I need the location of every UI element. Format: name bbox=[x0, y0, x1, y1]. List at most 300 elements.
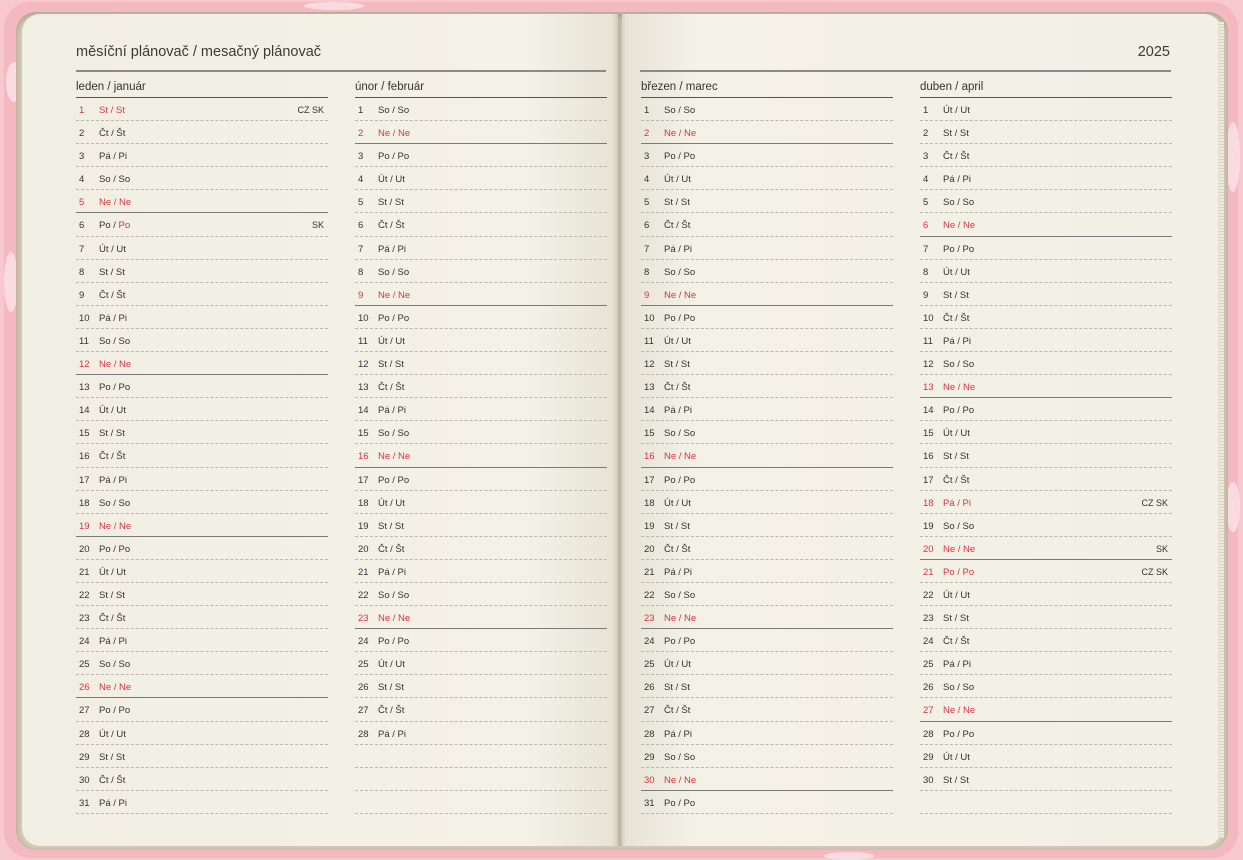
day-number: 20 bbox=[79, 543, 90, 555]
header-rule-left bbox=[76, 70, 606, 72]
day-row[interactable] bbox=[76, 421, 328, 444]
weekday-label: Út / Ut bbox=[664, 659, 691, 671]
day-number: 21 bbox=[923, 566, 934, 578]
day-row[interactable] bbox=[641, 167, 893, 190]
day-row[interactable] bbox=[641, 190, 893, 213]
day-number: 9 bbox=[923, 289, 929, 301]
day-number: 15 bbox=[644, 428, 655, 440]
day-row[interactable] bbox=[76, 260, 328, 283]
day-number: 3 bbox=[79, 151, 85, 163]
day-row[interactable] bbox=[355, 560, 607, 583]
day-row[interactable] bbox=[76, 768, 328, 791]
day-number: 31 bbox=[644, 797, 655, 809]
day-row[interactable] bbox=[920, 791, 1172, 814]
day-number: 16 bbox=[644, 451, 655, 463]
day-row[interactable] bbox=[355, 468, 607, 491]
day-number: 24 bbox=[358, 636, 369, 648]
month-name: březen / marec bbox=[641, 81, 718, 93]
day-number: 13 bbox=[923, 382, 934, 394]
weekday-label: So / So bbox=[943, 359, 975, 371]
day-row[interactable] bbox=[641, 514, 893, 537]
day-number: 15 bbox=[358, 428, 369, 440]
day-number: 19 bbox=[923, 520, 934, 532]
day-row[interactable] bbox=[76, 352, 328, 375]
day-row[interactable] bbox=[920, 652, 1172, 675]
day-row[interactable] bbox=[920, 491, 1172, 514]
day-number: 14 bbox=[644, 405, 655, 417]
day-number: 27 bbox=[923, 705, 934, 717]
day-row[interactable] bbox=[76, 537, 328, 560]
day-number: 31 bbox=[79, 797, 90, 809]
day-number: 3 bbox=[358, 151, 364, 163]
weekday-label: Pá / Pi bbox=[99, 636, 127, 648]
day-row[interactable] bbox=[355, 167, 607, 190]
day-number: 5 bbox=[79, 197, 85, 209]
day-row[interactable] bbox=[76, 213, 328, 236]
day-row[interactable] bbox=[920, 560, 1172, 583]
day-row[interactable] bbox=[641, 398, 893, 421]
weekday-label: So / So bbox=[99, 335, 131, 347]
day-row[interactable] bbox=[920, 606, 1172, 629]
day-number: 6 bbox=[79, 220, 85, 232]
weekday-label: Čt / Št bbox=[378, 220, 405, 232]
day-row[interactable] bbox=[641, 98, 893, 121]
day-number: 4 bbox=[79, 174, 85, 186]
weekday-label: Ne / Ne bbox=[99, 197, 132, 209]
weekday-label: So / So bbox=[99, 497, 131, 509]
weekday-label: St / St bbox=[943, 451, 969, 463]
day-number: 17 bbox=[923, 474, 934, 486]
weekday-label: So / So bbox=[99, 659, 131, 671]
day-number: 17 bbox=[79, 474, 90, 486]
day-number: 1 bbox=[79, 105, 85, 116]
day-row[interactable] bbox=[76, 167, 328, 190]
day-number: 26 bbox=[644, 682, 655, 694]
day-number: 26 bbox=[923, 682, 934, 694]
day-row[interactable] bbox=[920, 98, 1172, 121]
day-number: 18 bbox=[358, 497, 369, 509]
day-number: 2 bbox=[644, 128, 650, 140]
day-row[interactable] bbox=[355, 537, 607, 560]
day-number: 23 bbox=[79, 613, 90, 625]
weekday-label: Po / Po bbox=[99, 543, 131, 555]
day-row[interactable] bbox=[920, 352, 1172, 375]
day-number: 25 bbox=[923, 659, 934, 671]
weekday-label: Po / Po bbox=[378, 636, 410, 648]
day-row[interactable] bbox=[641, 421, 893, 444]
day-row[interactable] bbox=[355, 698, 607, 721]
day-row[interactable] bbox=[641, 213, 893, 236]
day-row[interactable] bbox=[355, 375, 607, 398]
weekday-label: St / St bbox=[943, 289, 969, 301]
day-number: 2 bbox=[358, 128, 364, 140]
day-number: 10 bbox=[79, 312, 90, 324]
day-row[interactable] bbox=[641, 237, 893, 260]
day-number: 30 bbox=[644, 774, 655, 786]
weekday-label: So / So bbox=[664, 428, 696, 440]
day-row[interactable] bbox=[920, 398, 1172, 421]
day-number: 1 bbox=[644, 105, 650, 116]
day-row[interactable] bbox=[355, 306, 607, 329]
day-row[interactable] bbox=[920, 329, 1172, 352]
day-row[interactable] bbox=[641, 375, 893, 398]
day-row[interactable] bbox=[76, 98, 328, 121]
day-row[interactable] bbox=[920, 121, 1172, 144]
weekday-label: Ne / Ne bbox=[99, 682, 132, 694]
day-row[interactable] bbox=[355, 213, 607, 236]
day-row[interactable] bbox=[355, 283, 607, 306]
day-row[interactable] bbox=[641, 675, 893, 698]
weekday-label: St / St bbox=[664, 359, 690, 371]
day-number: 7 bbox=[644, 243, 650, 255]
day-row[interactable] bbox=[76, 491, 328, 514]
weekday-label: Pá / Pi bbox=[664, 405, 692, 417]
day-row[interactable] bbox=[920, 629, 1172, 652]
day-number: 18 bbox=[923, 497, 934, 509]
weekday-label: St / St bbox=[943, 613, 969, 625]
weekday-label: Út / Ut bbox=[378, 335, 405, 347]
day-row[interactable] bbox=[641, 722, 893, 745]
weekday-label: Po / Po bbox=[99, 705, 131, 717]
day-number: 3 bbox=[644, 151, 650, 163]
weekday-label: Pá / Pi bbox=[943, 659, 971, 671]
day-row[interactable] bbox=[76, 514, 328, 537]
day-number: 10 bbox=[644, 312, 655, 324]
weekday-label: St / St bbox=[378, 682, 404, 694]
weekday-label: Pá / Pi bbox=[943, 335, 971, 347]
weekday-label: Út / Ut bbox=[378, 174, 405, 186]
weekday-label: St / St bbox=[943, 128, 969, 140]
weekday-label: So / So bbox=[664, 266, 696, 278]
day-number: 29 bbox=[923, 751, 934, 763]
weekday-label: Ne / Ne bbox=[378, 451, 411, 463]
day-row[interactable] bbox=[920, 468, 1172, 491]
day-number: 23 bbox=[644, 613, 655, 625]
day-number: 12 bbox=[923, 359, 934, 371]
day-row[interactable] bbox=[76, 237, 328, 260]
weekday-label: Út / Ut bbox=[99, 728, 126, 740]
weekday-label: Po / Po bbox=[943, 243, 975, 255]
day-number: 13 bbox=[644, 382, 655, 394]
day-number: 8 bbox=[923, 266, 929, 278]
day-row[interactable] bbox=[641, 144, 893, 167]
day-row[interactable] bbox=[76, 606, 328, 629]
day-number: 8 bbox=[79, 266, 85, 278]
day-number: 22 bbox=[79, 589, 90, 601]
day-row[interactable] bbox=[76, 329, 328, 352]
day-row[interactable] bbox=[355, 629, 607, 652]
weekday-label: Po / Po bbox=[378, 474, 410, 486]
day-row[interactable] bbox=[641, 468, 893, 491]
day-number: 22 bbox=[358, 589, 369, 601]
weekday-label: Út / Ut bbox=[378, 497, 405, 509]
day-row[interactable] bbox=[920, 306, 1172, 329]
weekday-label: St / St bbox=[99, 751, 125, 763]
day-row[interactable] bbox=[76, 791, 328, 814]
day-number: 2 bbox=[923, 128, 929, 140]
day-row[interactable] bbox=[76, 745, 328, 768]
day-number: 9 bbox=[79, 289, 85, 301]
day-row[interactable] bbox=[920, 190, 1172, 213]
day-number: 14 bbox=[358, 405, 369, 417]
day-row[interactable] bbox=[641, 121, 893, 144]
weekday-label: Út / Ut bbox=[378, 659, 405, 671]
weekday-label: Út / Ut bbox=[99, 405, 126, 417]
day-number: 5 bbox=[923, 197, 929, 209]
day-number: 29 bbox=[79, 751, 90, 763]
weekday-label: Út / Ut bbox=[664, 497, 691, 509]
day-number: 11 bbox=[923, 335, 933, 347]
day-row[interactable] bbox=[641, 768, 893, 791]
day-row[interactable] bbox=[641, 652, 893, 675]
day-number: 28 bbox=[923, 728, 934, 740]
day-row[interactable] bbox=[76, 698, 328, 721]
day-row[interactable] bbox=[641, 306, 893, 329]
day-number: 19 bbox=[79, 520, 90, 532]
day-row[interactable] bbox=[76, 675, 328, 698]
weekday-label: Po / Po bbox=[664, 636, 696, 648]
day-row[interactable] bbox=[355, 491, 607, 514]
day-row[interactable] bbox=[641, 260, 893, 283]
day-number: 11 bbox=[644, 335, 654, 347]
day-number: 7 bbox=[358, 243, 364, 255]
day-row[interactable] bbox=[355, 190, 607, 213]
holiday-marker: CZ SK bbox=[297, 105, 324, 115]
day-number: 20 bbox=[923, 543, 934, 555]
day-number: 7 bbox=[923, 243, 929, 255]
weekday-label: Ne / Ne bbox=[378, 613, 411, 625]
day-row[interactable] bbox=[920, 768, 1172, 791]
day-number: 4 bbox=[644, 174, 650, 186]
day-row[interactable] bbox=[641, 698, 893, 721]
weekday-label: Út / Ut bbox=[99, 566, 126, 578]
day-number: 15 bbox=[79, 428, 90, 440]
day-row[interactable] bbox=[641, 537, 893, 560]
weekday-label: Ne / Ne bbox=[664, 451, 697, 463]
day-row[interactable] bbox=[76, 722, 328, 745]
day-row[interactable] bbox=[76, 283, 328, 306]
holiday-marker: SK bbox=[1155, 543, 1168, 554]
day-number: 25 bbox=[79, 659, 90, 671]
day-row[interactable] bbox=[641, 560, 893, 583]
weekday-label: So / So bbox=[99, 174, 131, 186]
weekday-label: Čt / Št bbox=[378, 382, 405, 394]
day-row[interactable] bbox=[76, 444, 328, 467]
day-row[interactable] bbox=[76, 652, 328, 675]
day-row[interactable] bbox=[355, 237, 607, 260]
day-number: 13 bbox=[79, 382, 90, 394]
day-number: 3 bbox=[923, 151, 929, 163]
day-row[interactable] bbox=[641, 444, 893, 467]
day-row[interactable] bbox=[920, 745, 1172, 768]
day-row[interactable] bbox=[76, 306, 328, 329]
day-number: 29 bbox=[644, 751, 655, 763]
day-row[interactable] bbox=[641, 583, 893, 606]
day-number: 22 bbox=[923, 589, 934, 601]
day-number: 1 bbox=[923, 105, 929, 116]
weekday-label: Čt / Št bbox=[943, 636, 970, 648]
day-number: 18 bbox=[79, 497, 90, 509]
weekday-label: Čt / Št bbox=[378, 705, 405, 717]
weekday-label: Ne / Ne bbox=[664, 128, 697, 140]
day-row[interactable] bbox=[355, 260, 607, 283]
day-number: 6 bbox=[358, 220, 364, 232]
day-row[interactable] bbox=[76, 560, 328, 583]
day-row[interactable] bbox=[920, 421, 1172, 444]
weekday-label: So / So bbox=[943, 197, 975, 209]
day-row[interactable] bbox=[920, 444, 1172, 467]
day-number: 10 bbox=[923, 312, 934, 324]
day-row[interactable] bbox=[920, 514, 1172, 537]
weekday-label: Čt / Št bbox=[99, 613, 126, 625]
day-row[interactable] bbox=[355, 652, 607, 675]
weekday-label: St / St bbox=[99, 428, 125, 440]
weekday-label: So / So bbox=[664, 589, 696, 601]
weekday-label: Pá / Pi bbox=[664, 243, 692, 255]
day-number: 27 bbox=[79, 705, 90, 717]
weekday-label: Út / Ut bbox=[99, 243, 126, 255]
day-row[interactable] bbox=[355, 444, 607, 467]
weekday-label: Ne / Ne bbox=[943, 705, 976, 717]
day-row[interactable] bbox=[355, 768, 607, 791]
day-row[interactable] bbox=[355, 352, 607, 375]
weekday-label: Pá / Pi bbox=[943, 174, 971, 186]
day-row[interactable] bbox=[76, 629, 328, 652]
day-row[interactable] bbox=[920, 260, 1172, 283]
day-row[interactable] bbox=[355, 144, 607, 167]
day-row[interactable] bbox=[76, 468, 328, 491]
weekday-label: Čt / Št bbox=[943, 151, 970, 163]
weekday-label: Pá / Pi bbox=[378, 566, 406, 578]
weekday-label: St / St bbox=[664, 682, 690, 694]
day-row[interactable] bbox=[355, 745, 607, 768]
day-row[interactable] bbox=[76, 375, 328, 398]
day-number: 21 bbox=[79, 566, 90, 578]
day-row[interactable] bbox=[76, 144, 328, 167]
day-row[interactable] bbox=[355, 121, 607, 144]
day-row[interactable] bbox=[920, 722, 1172, 745]
day-row[interactable] bbox=[920, 537, 1172, 560]
day-row[interactable] bbox=[920, 283, 1172, 306]
day-number: 25 bbox=[358, 659, 369, 671]
day-number: 30 bbox=[79, 774, 90, 786]
weekday-label: Čt / Št bbox=[943, 474, 970, 486]
weekday-label: Čt / Št bbox=[664, 705, 691, 717]
day-number: 6 bbox=[923, 220, 929, 232]
weekday-label: Čt / Št bbox=[664, 382, 691, 394]
day-row[interactable] bbox=[920, 237, 1172, 260]
day-row[interactable] bbox=[76, 583, 328, 606]
day-row[interactable] bbox=[641, 629, 893, 652]
weekday-label: So / So bbox=[378, 266, 410, 278]
day-row[interactable] bbox=[641, 791, 893, 814]
day-row[interactable] bbox=[355, 514, 607, 537]
weekday-label: Čt / Št bbox=[99, 289, 126, 301]
day-number: 12 bbox=[79, 359, 90, 371]
weekday-label: So / So bbox=[664, 105, 696, 116]
day-number: 23 bbox=[358, 613, 369, 625]
day-number: 5 bbox=[358, 197, 364, 209]
weekday-label: Út / Ut bbox=[943, 428, 970, 440]
day-row[interactable] bbox=[641, 745, 893, 768]
day-row[interactable] bbox=[355, 398, 607, 421]
day-row[interactable] bbox=[355, 98, 607, 121]
weekday-label: St / St bbox=[664, 520, 690, 532]
day-row[interactable] bbox=[355, 329, 607, 352]
day-number: 28 bbox=[358, 728, 369, 740]
day-number: 9 bbox=[358, 289, 364, 301]
day-number: 2 bbox=[79, 128, 85, 140]
weekday-label: St / St bbox=[99, 589, 125, 601]
weekday-label: St / St bbox=[378, 359, 404, 371]
day-number: 4 bbox=[358, 174, 364, 186]
weekday-label: Pá / Pi bbox=[664, 728, 692, 740]
day-number: 4 bbox=[923, 174, 929, 186]
day-row[interactable] bbox=[641, 606, 893, 629]
day-number: 19 bbox=[358, 520, 369, 532]
weekday-label: Čt / Št bbox=[664, 220, 691, 232]
day-number: 13 bbox=[358, 382, 369, 394]
holiday-marker: CZ SK bbox=[1141, 497, 1168, 508]
day-row[interactable] bbox=[641, 329, 893, 352]
day-number: 24 bbox=[79, 636, 90, 648]
day-number: 15 bbox=[923, 428, 934, 440]
day-number: 10 bbox=[358, 312, 369, 324]
day-row[interactable] bbox=[641, 283, 893, 306]
day-row[interactable] bbox=[355, 583, 607, 606]
day-row[interactable] bbox=[641, 491, 893, 514]
day-number: 8 bbox=[644, 266, 650, 278]
weekday-label: Út / Ut bbox=[943, 589, 970, 601]
weekday-label: Ne / Ne bbox=[99, 520, 132, 532]
day-number: 21 bbox=[644, 566, 655, 578]
day-number: 25 bbox=[644, 659, 655, 671]
weekday-label: Po / Po bbox=[943, 728, 975, 740]
day-row[interactable] bbox=[920, 213, 1172, 236]
day-row[interactable] bbox=[355, 791, 607, 814]
weekday-label: St / St bbox=[943, 774, 969, 786]
header-rule-right bbox=[640, 70, 1171, 72]
weekday-label: So / So bbox=[943, 520, 975, 532]
day-row[interactable] bbox=[920, 675, 1172, 698]
day-number: 5 bbox=[644, 197, 650, 209]
day-row[interactable] bbox=[76, 121, 328, 144]
weekday-label: St / St bbox=[664, 197, 690, 209]
day-number: 16 bbox=[923, 451, 934, 463]
day-row[interactable] bbox=[76, 398, 328, 421]
weekday-label: Ne / Ne bbox=[664, 289, 697, 301]
weekday-label: Ne / Ne bbox=[943, 382, 976, 394]
weekday-label: Po / Po bbox=[664, 151, 696, 163]
day-row[interactable] bbox=[920, 144, 1172, 167]
day-row[interactable] bbox=[641, 352, 893, 375]
day-row[interactable] bbox=[920, 583, 1172, 606]
day-row[interactable] bbox=[920, 167, 1172, 190]
weekday-label: Čt / Št bbox=[378, 543, 405, 555]
weekday-label: Čt / Št bbox=[99, 128, 126, 140]
weekday-label: Po / Po bbox=[664, 474, 696, 486]
day-row[interactable] bbox=[76, 190, 328, 213]
day-row[interactable] bbox=[355, 722, 607, 745]
day-number: 19 bbox=[644, 520, 655, 532]
weekday-label: Čt / Št bbox=[99, 774, 126, 786]
day-row[interactable] bbox=[920, 375, 1172, 398]
day-row[interactable] bbox=[920, 698, 1172, 721]
day-row[interactable] bbox=[355, 421, 607, 444]
month-column bbox=[76, 78, 328, 814]
day-row[interactable] bbox=[355, 675, 607, 698]
day-row[interactable] bbox=[355, 606, 607, 629]
